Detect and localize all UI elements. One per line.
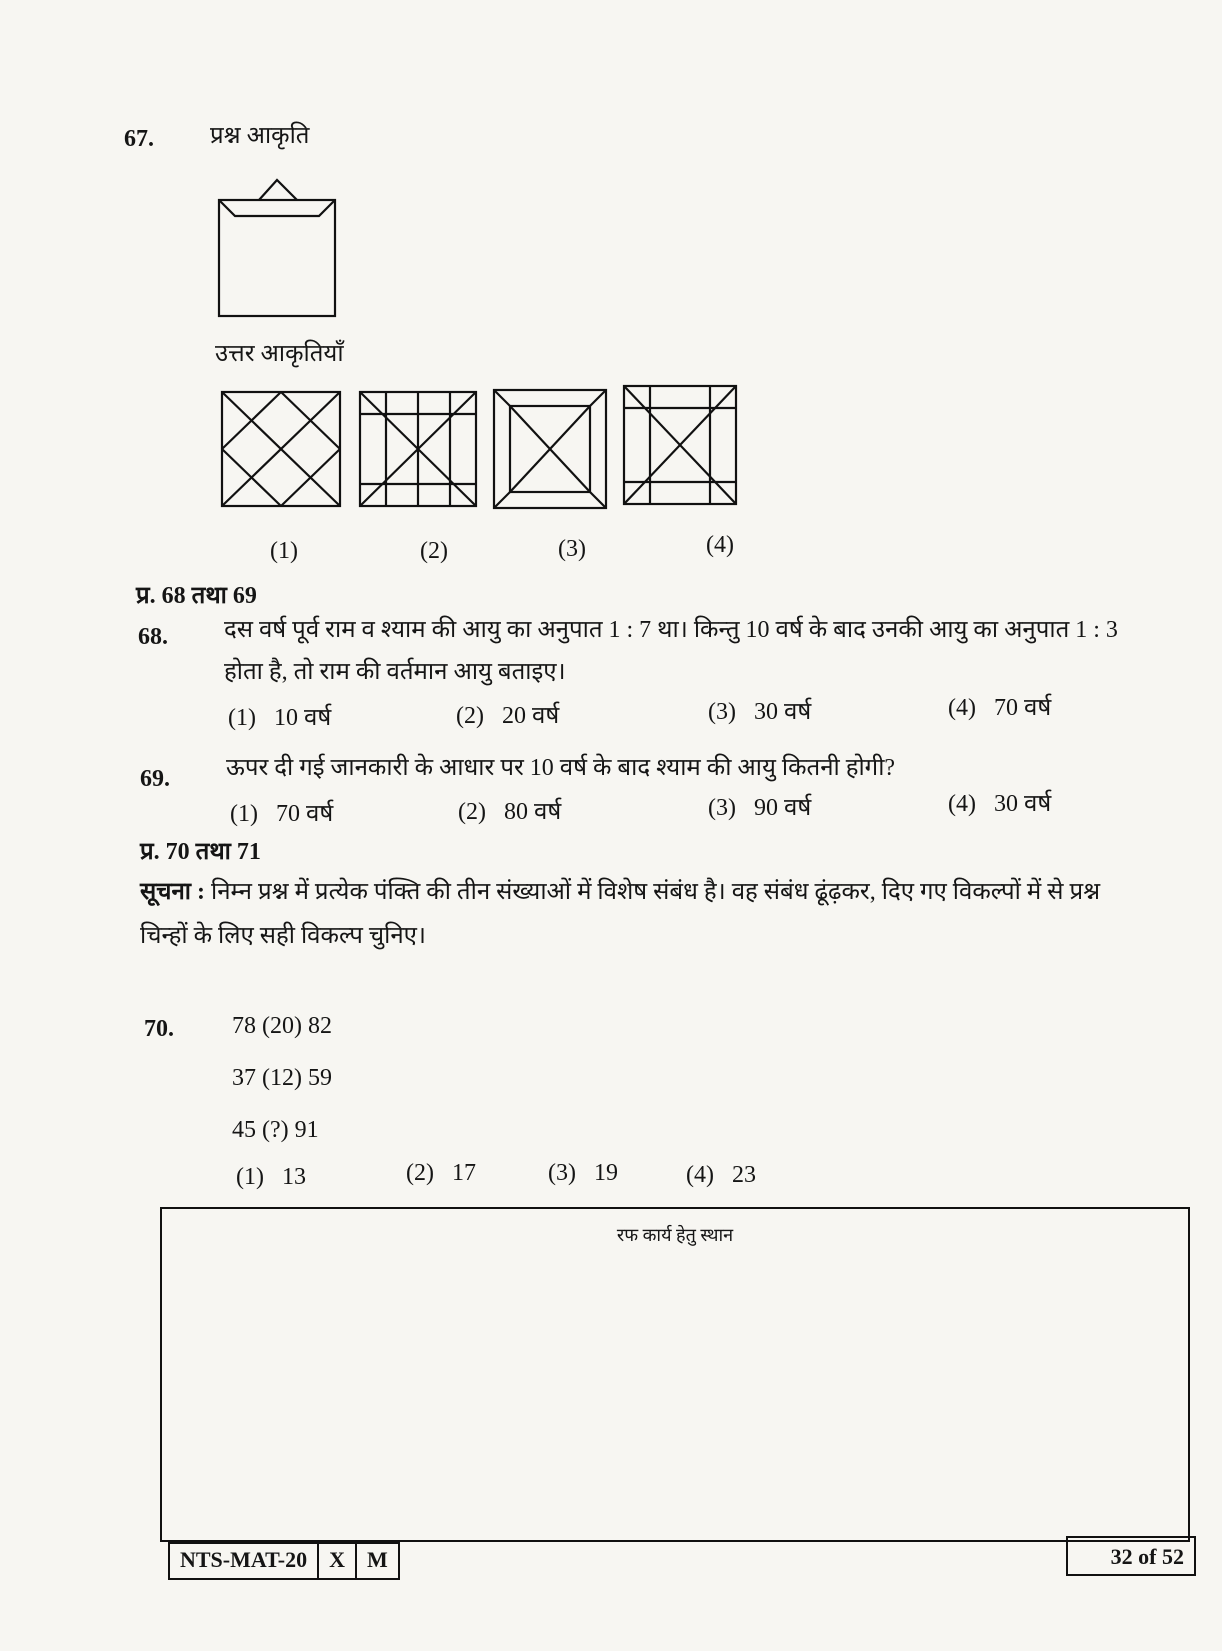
question-figure — [205, 172, 345, 322]
answer-figure-4 — [624, 386, 736, 504]
section-header-68-69: प्र. 68 तथा 69 — [136, 583, 257, 609]
q69-option-1[interactable]: (1) 70 वर्ष — [230, 801, 334, 827]
question-number-67: 67. — [124, 126, 154, 152]
question-number-69: 69. — [140, 766, 170, 792]
paper-code-box — [168, 1542, 400, 1580]
answer-figure-1 — [222, 392, 340, 506]
q68-option-3[interactable]: (3) 30 वर्ष — [708, 699, 812, 725]
q68-option-2[interactable]: (2) 20 वर्ष — [456, 703, 560, 729]
answer-figures — [218, 384, 748, 514]
q70-option-4[interactable]: (4) 23 — [686, 1162, 756, 1188]
q69-option-3[interactable]: (3) 90 वर्ष — [708, 795, 812, 821]
instruction-note-line2: चिन्हों के लिए सही विकल्प चुनिए। — [140, 923, 427, 949]
answer-option-4[interactable]: (4) — [706, 532, 734, 558]
question-figure-label: प्रश्न आकृति — [210, 123, 310, 149]
q69-option-2[interactable]: (2) 80 वर्ष — [458, 799, 562, 825]
paper-code: NTS-MAT-20 — [170, 1544, 319, 1578]
question-68-text-line1: दस वर्ष पूर्व राम व श्याम की आयु का अनुपात 1 : 7 था। किन्तु 10 वर्ष के बाद उनकी आयु का अनुपात 1 : 3 — [224, 617, 1118, 643]
paper-medium: M — [367, 1547, 388, 1572]
page-number: 32 of 52 — [1066, 1536, 1196, 1576]
q68-option-1[interactable]: (1) 10 वर्ष — [228, 705, 332, 731]
question-number-70: 70. — [144, 1016, 174, 1042]
q68-option-4[interactable]: (4) 70 वर्ष — [948, 695, 1052, 721]
question-68-text-line2: होता है, तो राम की वर्तमान आयु बताइए। — [224, 659, 566, 685]
q70-option-2[interactable]: (2) 17 — [406, 1160, 476, 1186]
instruction-note-line1: सूचना : निम्न प्रश्न में प्रत्येक पंक्ति की तीन संख्याओं में विशेष संबंध है। वह संबंध ढूंढ़कर, दिए गए विकल्पों में से प्रश्न — [140, 879, 1101, 905]
answer-figure-3 — [494, 390, 606, 508]
q70-row-3: 45 (?) 91 — [232, 1117, 319, 1143]
answer-figure-2 — [360, 392, 476, 506]
q69-option-4[interactable]: (4) 30 वर्ष — [948, 791, 1052, 817]
rough-work-area — [160, 1207, 1190, 1542]
section-header-70-71: प्र. 70 तथा 71 — [140, 839, 261, 865]
q70-option-3[interactable]: (3) 19 — [548, 1160, 618, 1186]
paper-set: X — [319, 1544, 357, 1578]
q70-option-1[interactable]: (1) 13 — [236, 1164, 306, 1190]
answer-option-2[interactable]: (2) — [420, 538, 448, 564]
q70-row-2: 37 (12) 59 — [232, 1065, 332, 1091]
q70-row-1: 78 (20) 82 — [232, 1013, 332, 1039]
question-69-text: ऊपर दी गई जानकारी के आधार पर 10 वर्ष के बाद श्याम की आयु कितनी होगी? — [226, 755, 896, 781]
rough-work-title: रफ कार्य हेतु स्थान — [616, 1225, 734, 1245]
answer-option-1[interactable]: (1) — [270, 538, 298, 564]
answer-figures-label: उत्तर आकृतियाँ — [215, 341, 344, 367]
answer-option-3[interactable]: (3) — [558, 536, 586, 562]
question-number-68: 68. — [138, 624, 168, 650]
